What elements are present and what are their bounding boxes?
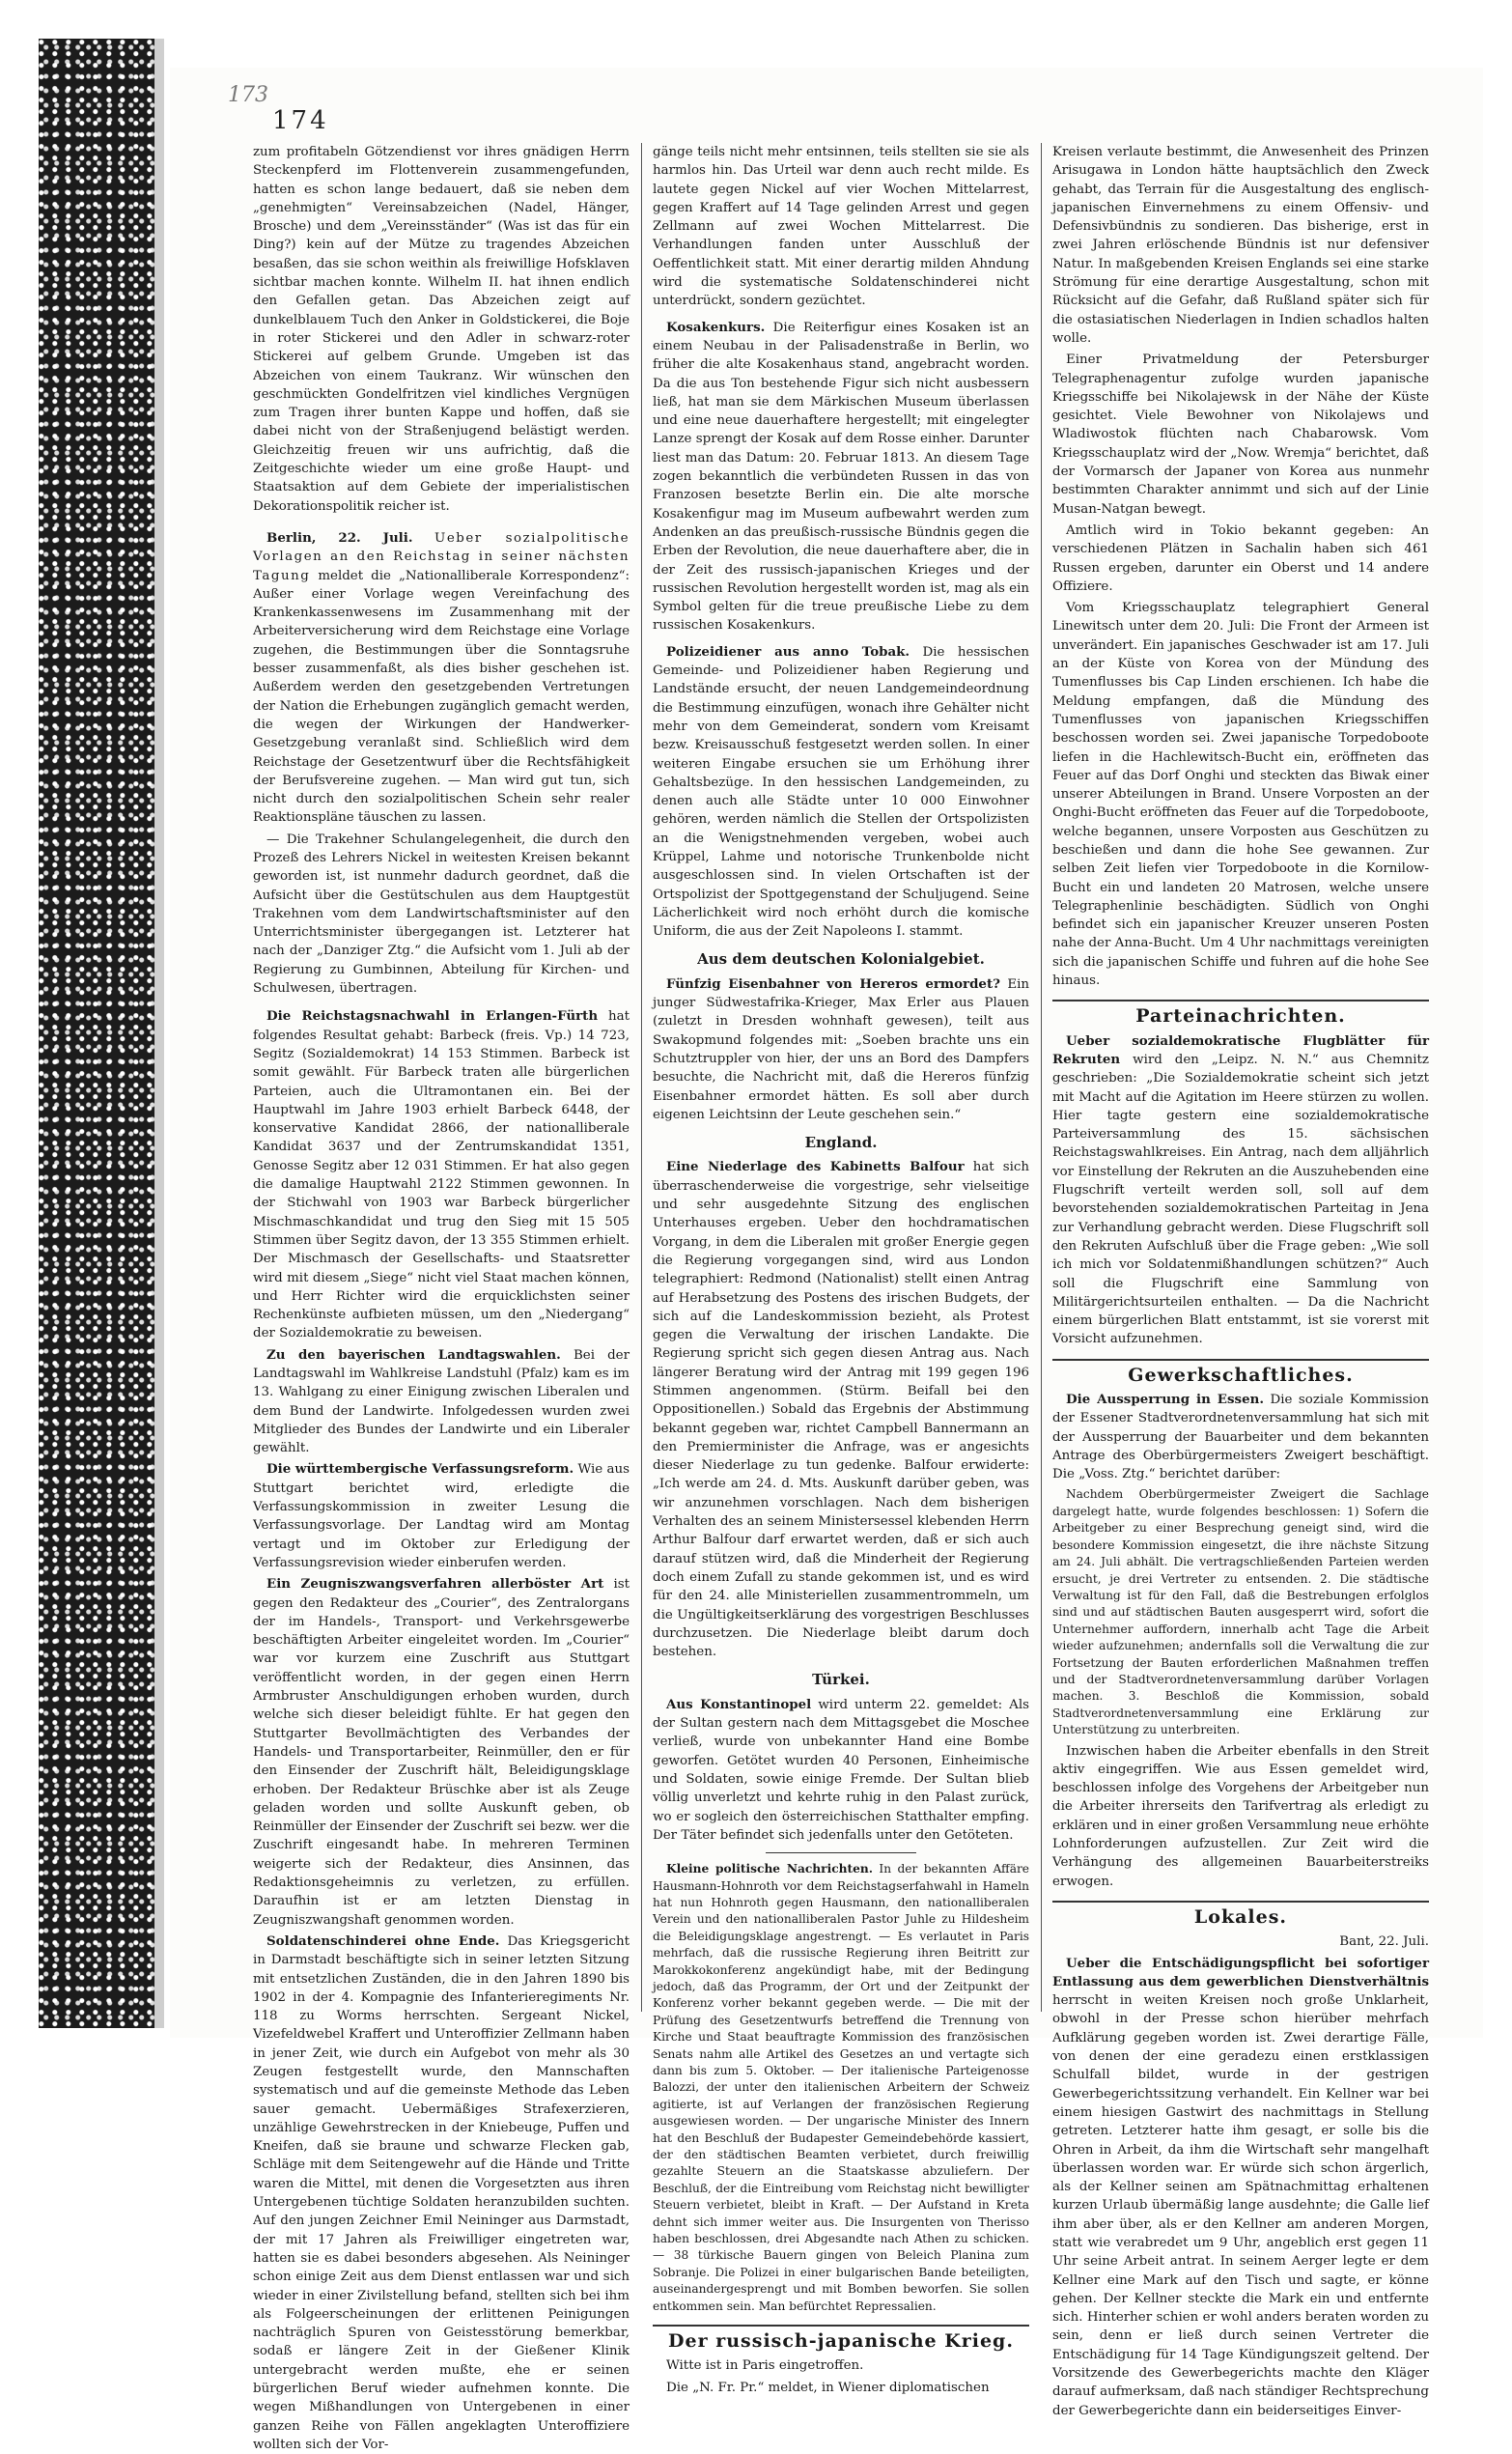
column-3 — [1052, 143, 1429, 2418]
article-body: wird den „Leipz. N. N.“ aus Chemnitz geschrieben: „Die Sozialdemokratie scheint sich jetzt mit Macht auf die Agitation im Heere stürzen zu wollen. Hier tagte gestern eine sozialdemokratische Parteiversammlung des 15. sächsischen Reichstagswahlkreises. Ein Antrag, nach dem alljährlich vor Einstellung der Rekruten an die Auszuhebenden eine Flugschrift verteilt werden soll, soll auf dem bevorstehenden sozialdemokratischen Parteitag in Jena zur Verhandlung gebracht werden. Diese Flugschrift soll den Rekruten Aufschluß über die Frage geben: „Wie soll ich mich vor Soldatenmißhandlungen schützen?“ Auch soll die Flugschrift eine Sammlung von Militärgerichtsurteilen enthalten. — Da die Nachricht einem bürgerlichen Blatt entstammt, ist sie vorerst mit Vorsicht aufzunehmen. — [1052, 1052, 1429, 1347]
article-lokales — [1052, 1955, 1429, 2420]
section-heading-lokales: Lokales. — [1052, 1901, 1429, 1927]
article-body: hat folgendes Resultat gehabt: Barbeck (freis. Vp.) 14 723, Segitz (Sozialdemokrat) 14 153 Stimmen. Barbeck ist somit gewählt. Für Barbeck traten alle bürgerlichen Parteien, auch die Ultramontanen ein. Bei der Hauptwahl im Jahre 1903 erhielt Barbeck 6448, der konservative Kandidat 2866, der nationalliberale Kandidat 3637 und der Zentrumskandidat 1351, Genosse Segitz aber 12 031 Stimmen. Er hat also gegen die damalige Hauptwahl 2122 Stimmen gewonnen. In der Stichwahl von 1903 war Barbeck bürgerlicher Mischmaschkandidat und trug den Sieg mit 15 505 Stimmen über Segitz davon, der 13 355 Stimmen erhielt. Der Mischmasch der Gesellschafts- und Staatsretter wird mit diesem „Siege“ nicht viel Staat machen können, und Herr Richter wird die erquicklichsten seiner Rechenkünste aufbieten müssen, um den „Niedergang“ der Sozialdemokratie zu beweisen. — [253, 1009, 630, 1341]
article-kleine — [653, 1861, 1029, 2315]
article-zeugnis — [253, 1575, 630, 1930]
article-paragraph: zum profitabeln Götzendienst vor ihres gnädigen Herrn Steckenpferd im Flottenverein zusammengefunden, hatten es schon lange bedauert, daß sie neben dem „genehmigten“ Vereinsabzeichen (Nadel, Hänger, Brosche) und dem „Vereinsständer“ (Was ist das für ein Ding?) kein auf der Mütze zu tragendes Abzeichen besaßen, das sie schon weithin als freiwillige Hofsklaven sichtbar machen konnte. Wilhelm II. hat ihnen endlich den Gefallen getan. Das Abzeichen zeigt auf dunkelblauem Tuch den Anker in Goldstickerei, die Boje in roter Stickerei und den Adler in schwarz-roter Stickerei auf gelbem Grunde. Umgeben ist das Abzeichen von einem Taukranz. Wir wünschen den geschmückten Gondelfritzen viel kindliches Vergnügen zum Tragen ihrer bunten Kappe und hoffen, daß sie dabei nicht von der Straßenjugend belästigt werden. Gleichzeitig freuen wir uns aufrichtig, daß die Zeitgeschichte wieder um eine große Haupt- und Staatsaktion auf dem Gebiete der imperialistischen Dekorationspolitik reicher ist. — [253, 145, 630, 514]
article-kosaken — [653, 319, 1029, 635]
section-heading-krieg: Der russisch-japanische Krieg. — [653, 2325, 1029, 2351]
column-rule — [1041, 143, 1042, 2012]
divider — [766, 1852, 916, 1853]
page-number: 174 — [272, 106, 329, 135]
article-body: In der bekannten Affäre Hausmann-Hohnroth vor dem Reichstagserfahwahl in Hameln hat nun Hohnroth gegen Hausmann, den nationalliberalen Verein und den nationalliberalen Pastor Juhle zu Hildesheim die Beleidigungsklage angestrengt. — Es verlautet in Paris mehrfach, daß die russische Regierung ihren Beitritt zur Marokkokonferenz angekündigt habe, mit der Bedingung jedoch, daß das Programm, der Ort und der Zeitpunkt der Konferenz vorher bekannt gegeben werde. — Die mit der Prüfung des Gesetzentwurfs betreffend die Trennung von Kirche und Staat beauftragte Kommission des französischen Senats nahm alle Artikel des Gesetzes an und vertagte sich dann bis zum 5. Oktober. — Der italienische Parteigenosse Balozzi, der unter den italienischen Arbeitern der Schweiz agitierte, ist auf Verlangen der französischen Regierung ausgewiesen worden. — Der ungarische Minister des Innern hat den Beschluß der Budapester Gemeindebehörde kassiert, der den städtischen Beamten verbietet, durch freiwillig gezahlte Steuern an die Staatskasse abzuliefern. Der Beschluß, der die Eintreibung vom Reichstag nicht bewilligter Steuern verbietet, bleibt in Kraft. — Der Aufstand in Kreta dehnt sich immer weiter aus. Die Insurgenten von Therisso haben beschlossen, drei Abgesandte nach Athen zu schicken. — 38 türkische Bauern gingen von Beleich Planina zum Sobranje. Die Polizei in einer bulgarischen Bande beteiligten, auseinandergesprengt und mit Bomben beworfen. Sie sollen entkommen sein. Man befürchtet Repressalien. — [653, 1862, 1030, 2313]
article-body: Wie aus Stuttgart berichtet wird, erledigte die Verfassungskommission in zweiter Lesung die Verfassungsvorlage. Der Landtag wird am Montag vertagt und im Oktober zur Erledigung der Verfassungsrevision wieder einberufen werden. — [253, 1462, 630, 1570]
section-heading-partei: Parteinachrichten. — [1052, 1000, 1429, 1026]
article-heading: Kosakenkurs. — [666, 319, 766, 335]
article-body: hat sich überraschenderweise die vorgestrige, sehr vielseitige und sehr ausgedehnte Sitzung des englischen Unterhauses ergeben. Ueber den hochdramatischen Vorgang, in dem die Liberalen mit großer Energie gegen die Regierung vorgegangen sind, wird aus London telegraphiert: Redmond (Nationalist) stellt einen Antrag auf Herabsetzung des Postens des irischen Budgets, der sich auf die Landeskommission bezieht, als Protest gegen die Verwaltung der irischen Landakte. Die Regierung spricht sich gegen diesen Antrag aus. Nach längerer Beratung wird der Antrag mit 199 gegen 196 Stimmen angenommen. (Stürm. Beifall bei den Oppositionellen.) Sobald das Ergebnis der Abstimmung bekannt gegeben war, richtet Campbell Bannermann an den Premierminister die Anfrage, was er angesichts dieser Niederlage zu tun gedenke. Balfour erwiderte: „Ich werde am 24. d. Mts. Auskunft darüber geben, was wir anzunehmen vorschlagen. Nach dem bisherigen Verhalten des an seinem Ministersessel klebenden Herrn Arthur Balfour darf erwartet werden, daß er sich auch darauf stützen wird, daß die Minderheit der Regierung doch einem Zufall zu stande gekommen ist, und es wird für den 24. alle Ministeriellen zusammentrommeln, um die Ungültigkeitserklärung des vorgestrigen Beschlusses durchzusetzen. Die Niederlage bleibt darum doch bestehen. — [653, 1160, 1030, 1660]
article-body: ist gegen den Redakteur des „Courier“, des Zentralorgans der im Handels-, Transport- und Verkehrsgewerbe beschäftigten Arbeiter eingeleitet worden. Im „Courier“ war vor kurzem eine Zuschrift aus Stuttgart veröffentlicht worden, in der gegen einen Herrn Armbruster Anschuldigungen erhoben wurden, durch welche sich dieser beleidigt fühlte. Er hat gegen den Stuttgarter Bevollmächtigten des Verbandes der Handels- und Transportarbeiter, Reinmüller, den er für den Einsender der Zuschrift hält, Beleidigungsklage erhoben. Der Redakteur Brüschke aber ist als Zeuge geladen worden und sollte Auskunft geben, ob Reinmüller der Einsender der Zuschrift sei bezw. wer die Zuschrift eingesandt habe. In mehreren Terminen weigerte sich der Redakteur, dies Ansinnen, das Redaktionsgeheimnis zu verletzen, zu erfüllen. Daraufhin ist er am letzten Dienstag in Zeugniszwangshaft genommen worden. — [253, 1577, 630, 1928]
article-paragraph: Witte ist in Paris eingetroffen. — [666, 2358, 864, 2374]
article-berlin — [253, 529, 630, 828]
article-heading: Ueber sozialdemokratische Flugblätter für Rekruten — [1052, 1032, 1429, 1067]
article-polizei — [653, 643, 1029, 942]
article-heading: Die württembergische Verfassungsreform. — [266, 1461, 574, 1478]
article-heading: Aus Konstantinopel — [666, 1696, 812, 1712]
article-heading: Kleine politische Nachrichten. — [666, 1862, 873, 1876]
article-england — [653, 1158, 1029, 1661]
article-paragraph: Nachdem Oberbürgermeister Zweigert die Sachlage dargelegt hatte, wurde folgendes beschlossen: 1) Sofern die Arbeitgeber zu einer Besprechung geneigt sind, wird die besondere Kommission eingesetzt, die ihre nächste Sitzung am 24. Juli abhält. Die vertragschließenden Parteien werden ersucht, je drei Vertreter zu entsenden. 2. Die städtische Verwaltung ist für den Fall, daß die Bestrebungen erfolglos sind und auf städtischen Bauten ausgesperrt wird, sofort die Unternehmer auffordern, innerhalb acht Tage die Arbeit wieder aufzunehmen; andernfalls soll die Verwaltung die zur Fortsetzung der Bauten erforderlichen Maßnahmen treffen und der Stadtverordnetenversammlung darüber Vorlagen machen. 3. Beschloß die Kommission, sobald Stadtverordnetenversammlung eine Erklärung zur Unterstützung zu unterbreiten. — [1052, 1487, 1429, 1737]
book-binding — [39, 39, 158, 2028]
article-tuerkei — [653, 1696, 1029, 1845]
article-body: wird unterm 22. gemeldet: Als der Sultan gestern nach dem Mittagsgebet die Moschee verließ, wurde von unbekannter Hand eine Bombe geworfen. Getötet wurden 40 Personen, Einheimische und Soldaten, sowie einige Fremde. Der Sultan blieb völlig unverletzt und kehrte ruhig in den Palast zurück, wo er sogleich den österreichischen Statthalter empfing. Der Täter befindet sich jedenfalls unter den Getöteten. — [653, 1697, 1030, 1843]
dateline: Bant, 22. Juli. — [1339, 1934, 1429, 1950]
article-heading: Soldatenschinderei ohne Ende. — [266, 1932, 500, 1949]
article-heading: Polizeidiener aus anno Tobak. — [666, 643, 910, 660]
article-body: meldet die „Nationalliberale Korrespondenz“: Außer einer Vorlage wegen Vereinfachung des Krankenkassenwesens im Zusammenhang mit der Arbeiterversicherung wird dem Reichstage eine Vorlage zugehen, die Bestimmungen über die Sonntagsruhe besser zusammenfaßt, als dies bisher geschehen ist. Außerdem werden den gesetzgebenden Vertretungen der Nation die Erhebungen zugänglich gemacht werden, die wegen der Wirkungen der Handwerker-Gesetzgebung veranlaßt sind. Schließlich wird dem Reichstage der Gesetzentwurf über die Rechtsfähigkeit der Berufsvereine zugehen. — Man wird gut tun, sich nicht durch den sozialpolitischen Schein sehr realer Reaktionspläne täuschen zu lassen. — [253, 568, 630, 826]
article-body: Bei der Landtagswahl im Wahlkreise Landstuhl (Pfalz) kam es im 13. Wahlgang zu einer Einigung zwischen Liberalen und dem Bund der Landwirte. Infolgedessen wurden zwei Mitglieder des Bundes der Landwirte und ein Liberaler gewählt. — [253, 1347, 630, 1456]
article-heading: Die Aussperrung in Essen. — [1066, 1392, 1264, 1407]
article-heading: Die Reichstagsnachwahl in Erlangen-Fürth — [266, 1008, 599, 1025]
margin-note: 173 — [228, 83, 268, 107]
section-heading-gewerk: Gewerkschaftliches. — [1052, 1359, 1429, 1385]
article-paragraph: Amtlich wird in Tokio bekannt gegeben: An verschiedenen Plätzen in Sachalin haben sich 461 Russen ergeben, darunter ein Oberst und 14 andere Offiziere. — [1052, 522, 1429, 594]
column-rule — [641, 143, 642, 2012]
article-body: herrscht in weiten Kreisen noch große Unklarheit, obwohl in der Presse schon hierüber mehrfach Aufklärung gegeben worden ist. Zwei derartige Fälle, von denen der eine geradezu einen erstklassigen Schulfall bildet, wurde in der gestrigen Gewerbegerichtssitzung verhandelt. Ein Kellner war bei einem hiesigen Gastwirt des nachmittags in Stellung getreten. Letzterer hatte ihm gesagt, er solle bis die Ohren in Arbeit, da ihm die Wirtschaft sehr mangelhaft überlassen worden war. Er würde sich schon ärgerlich, als der Kellner seinen am Spätnachmittag erhaltenen kurzen Urlaub übermäßig lange ausdehnte; die Galle lief ihm aber über, als er den Kellner am anderen Morgen, statt wie verabredet um 9 Uhr, angeblich erst gegen 11 Uhr seine Arbeit antrat. In seinem Aerger legte er dem Kellner eine Mark auf den Tisch und sagte, er könne gehen. Der Kellner steckte die Mark ein und entfernte sich. Hinterher schien er wohl anders beraten worden zu sein, denn er ließ durch seinen Vertreter die Entschädigung für 14 Tage Kündigungszeit geltend. Der Vorsitzende des Gewerbegerichts machte den Kläger darauf aufmerksam, daß nach ständiger Rechtsprechung der Gewerbegerichte dann ein beiderseitiges Einver- — [1052, 1993, 1429, 2418]
section-heading-kolonial: Aus dem deutschen Kolonialgebiet. — [697, 950, 985, 969]
article-heading: Ein Zeugniszwangsverfahren allerböster Art — [266, 1576, 604, 1593]
article-body: Ein junger Südwestafrika-Krieger, Max Erler aus Plauen (zuletzt in Dresden wohnhaft gewesen), teilt aus Swakopmund folgendes mit: „Soeben brachte uns ein Schutztruppler von hier, der uns an Bord des Dampfers besuchte, die Nachricht mit, daß die Hereros fünfzig Eisenbahner ermordet hätten. Es soll aber durch eigenen Leichtsinn der Leute geschehen sein.“ — [653, 976, 1029, 1122]
article-paragraph: Einer Privatmeldung der Petersburger Telegraphenagentur zufolge wurden japanische Kriegsschiffe bei Nikolajewsk in der Nähe der Küste gesichtet. Viele Bewohner von Nikolajews und Wladiwostok flüchten nach Chabarowsk. Vom Kriegsschauplatz wird der „Now. Wremja“ berichtet, daß der Vormarsch der Japaner von Korea aus nunmehr bestimmten Charakter annimmt und sich auf der Linie Musan-Natgan bewegt. — [1052, 353, 1429, 517]
article-paragraph: Inzwischen haben die Arbeiter ebenfalls in den Streit aktiv eingegriffen. Wie aus Essen gemeldet wird, beschlossen infolge des Vorgehens der Arbeitgeber nun die Arbeiter ihrerseits den Tarifvertrag als erledigt zu erklären und in einer großen Versammlung neue erhöhte Lohnforderungen aufzustellen. Zur Zeit wird die Verhängung des allgemeinen Bauarbeiterstreiks erwogen. — [1052, 1743, 1429, 1889]
column-1 — [253, 143, 630, 2452]
article-heading: Ueber die Entschädigungspflicht bei sofortiger Entlassung aus dem gewerblichen Dienstverhältnis — [1052, 1955, 1429, 1989]
page-edge — [154, 39, 164, 2028]
article-partei — [1052, 1032, 1429, 1349]
article-soldaten — [253, 1932, 630, 2454]
article-body: Die hessischen Gemeinde- und Polizeidiener haben Regierung und Landstände ersucht, der neuen Landgemeindeordnung die Bestimmung einzufügen, wonach ihre Gehälter nicht mehr von dem Gemeinderat, sondern vom Kreisamt bezw. Kreisausschuß festgesetzt werden sollen. In einer weiteren Eingabe ersuchen sie um Erhöhung ihrer Gehaltsbezüge. In den hessischen Landgemeinden, zu denen auch alle Städte unter 10 000 Einwohner gehören, werden nämlich die Stellen der Ortspolizisten an die Wenigstnehmenden vergeben, wobei auch Krüppel, Lahme und notorische Trunkenbolde nicht ausgeschlossen sind. In vielen Ortschaften ist der Ortspolizist der Spottgegenstand der Schuljugend. Seine Lächerlichkeit wird noch erhöht durch die komische Uniform, die aus der Zeit Napoleons I. stammt. — [653, 644, 1029, 940]
article-paragraph: Vom Kriegsschauplatz telegraphiert General Linewitsch unter dem 20. Juli: Die Front der Armeen ist unverändert. Ein japanisches Geschwader ist am 17. Juli an der Küste von Korea von der Mündung des Tumenflusses bis Cap Linden erschienen. Ich habe die Meldung empfangen, daß die Mündung des Tumenflusses von japanischen Kriegsschiffen beschossen worden sei. Zwei japanische Torpedoboote liefen in die Hachlewitsch-Bucht ein, eröffneten das Feuer auf das Dorf Onghi und steckten das Biwak einer unserer Abteilungen in Brand. Unsere Vorposten an der Onghi-Bucht eröffneten das Feuer auf die Torpedoboote, welche begannen, unsere Vorposten aus Geschützen zu beschießen und dann die hohe See gewannen. Zur selben Zeit liefen vier Torpedoboote in die Kornilow-Bucht ein und landeten 20 Matrosen, welche unsere Telegraphenlinie beschädigten. Südlich von Onghi befindet sich ein japanischer Kreuzer unseren Posten nahe der Anna-Bucht. Um 4 Uhr nachmittags vereinigten sich die japanischen Schiffe und fuhren auf die hohe See hinaus. — [1052, 601, 1429, 989]
article-erlangen — [253, 1007, 630, 1342]
article-paragraph: Kreisen verlaute bestimmt, die Anwesenheit des Prinzen Arisugawa in London hätte hauptsächlich den Zweck gehabt, das Terrain für die Ausgestaltung des englisch-japanischen Einvernehmens zu einem Offensiv- und Defensivbündnis zu sondieren. Das bisherige, erst in zwei Jahren erlöschende Bündnis ist nur defensiver Natur. In maßgebenden Kreisen Englands sei eine starke Strömung für eine derartige Ausgestaltung, schon mit Rücksicht auf die Gefahr, daß Rußland später sich für die ostasiatischen Niederlagen in Indien schadlos halten wolle. — [1052, 145, 1429, 346]
article-bayern — [253, 1346, 630, 1458]
article-paragraph: gänge teils nicht mehr entsinnen, teils stellten sie sie als harmlos hin. Das Urteil war denn auch recht milde. Es lautete gegen Nickel auf vier Wochen Mittelarrest, gegen Kraffert auf 14 Tage gelinden Arrest und gegen Zellmann auf zwei Wochen Mittelarrest. Die Verhandlungen fanden unter Ausschluß der Oeffentlichkeit statt. Mit einer derartig milden Ahndung wird die systematische Soldatenschinderei nicht unterdrückt, sondern gezüchtet. — [653, 145, 1029, 309]
article-heading: Eine Niederlage des Kabinetts Balfour — [666, 1159, 965, 1175]
article-keyword: Ueber sozialpolitische Vorlagen an den Reichstag in seiner nächsten Tagung — [253, 530, 630, 583]
article-heading: Zu den bayerischen Landtagswahlen. — [266, 1346, 561, 1363]
dateline: Berlin, 22. Juli. — [266, 529, 413, 546]
article-kolonial — [653, 975, 1029, 1124]
article-wuerttemberg — [253, 1460, 630, 1572]
column-2 — [653, 143, 1030, 2395]
article-gewerk — [1052, 1391, 1429, 1483]
article-body: Das Kriegsgericht in Darmstadt beschäftigte sich in seiner letzten Sitzung mit entsetzlichen Zuständen, die in den Jahren 1890 bis 1902 in der 4. Kompagnie des Infanterieregiments Nr. 118 zu Worms herrschten. Sergeant Nickel, Vizefeldwebel Kraffert und Unteroffizier Zellmann haben in jener Zeit, wie durch ein Aufgebot von mehr als 30 Zeugen festgestellt wurde, den Mannschaften systematisch und auf die gemeinste Methode das Leben sauer gemacht. Uebermäßiges Strafexerzieren, unzählige Gewehrstrecken in der Kniebeuge, Puffen und Kneifen, daß sie braune und schwarze Flecken gab, Schläge mit dem Seitengewehr auf die Hände und Tritte waren die Mittel, mit denen die Vorgesetzten aus ihren Untergebenen tüchtige Soldaten heranzubilden suchten. Auf den jungen Zeichner Emil Neininger aus Darmstadt, der mit 17 Jahren als Freiwilliger eingetreten war, hatten sie es dabei besonders abgesehen. Als Neininger schon einige Zeit aus dem Dienst entlassen war und sich wieder in einer Zivilstellung befand, stellten sich bei ihm als Folgeerscheinungen der erlittenen Peinigungen nachträglich Spuren von Geistesstörung bemerkbar, sodaß er längere Zeit in der Gießener Klinik untergebracht werden mußte, ehe er seinen bürgerlichen Beruf wieder aufnehmen konnte. Die wegen Mißhandlungen von Untergebenen in einer ganzen Reihe von Fällen angeklagten Unteroffiziere wollten sich der Vor- — [253, 1933, 630, 2452]
section-heading-england: England. — [804, 1134, 878, 1152]
article-paragraph: — Die Trakehner Schulangelegenheit, die durch den Prozeß des Lehrers Nickel in weitesten Kreisen bekannt geworden ist, ist nunmehr dadurch geordnet, daß die Aufsicht über die Gestütschulen aus dem Hauptgestüt Trakehnen vom dem Landwirtschaftsminister auf den Unterrichtsminister übergegangen ist. Letzterer hat nach der „Danziger Ztg.“ die Aufsicht vom 1. Juli ab der Regierung zu Gumbinnen, Abteilung für Kirchen- und Schulwesen, übertragen. — [253, 832, 630, 997]
section-heading-tuerkei: Türkei. — [812, 1671, 870, 1689]
article-body: Die Reiterfigur eines Kosaken ist an einem Neubau in der Palisadenstraße in Berlin, wo früher die alte Kosakenhaus stand, angebracht worden. Da die aus Ton bestehende Figur sich nicht ausbessern ließ, hat man sie dem Märkischen Museum überlassen und eine neue dauerhaftere hergestellt; mit eingelegter Lanze sprengt der Kosak auf dem Rosse einher. Darunter liest man das Datum: 20. Februar 1813. An diesem Tage zogen bekanntlich die verbündeten Russen in das von Franzosen besetzte Berlin ein. Die alte morsche Kosakenfigur mag im Museum aufbewahrt werden zum Andenken an das preußisch-russische Bündnis gegen die Erben der Revolution, die neue dauerhaftere aber, die in der Zeit des russisch-japanischen Krieges und der russischen Revolution hergestellt worden ist, mag als ein Symbol gelten für die treue preußische Liebe zu dem russischen Kosakenkurs. — [653, 320, 1029, 634]
article-heading: Fünfzig Eisenbahner von Hereros ermordet? — [666, 975, 1000, 992]
article-paragraph: Die „N. Fr. Pr.“ meldet, in Wiener diplomatischen — [666, 2380, 990, 2395]
article-body: Die soziale Kommission der Essener Stadtverordnetenversammlung hat sich mit der Aussperrung der Bauarbeiter und dem bekannten Antrage des Oberbürgermeisters Zweigert beschäftigt. Die „Voss. Ztg.“ berichtet darüber: — [1052, 1393, 1429, 1482]
